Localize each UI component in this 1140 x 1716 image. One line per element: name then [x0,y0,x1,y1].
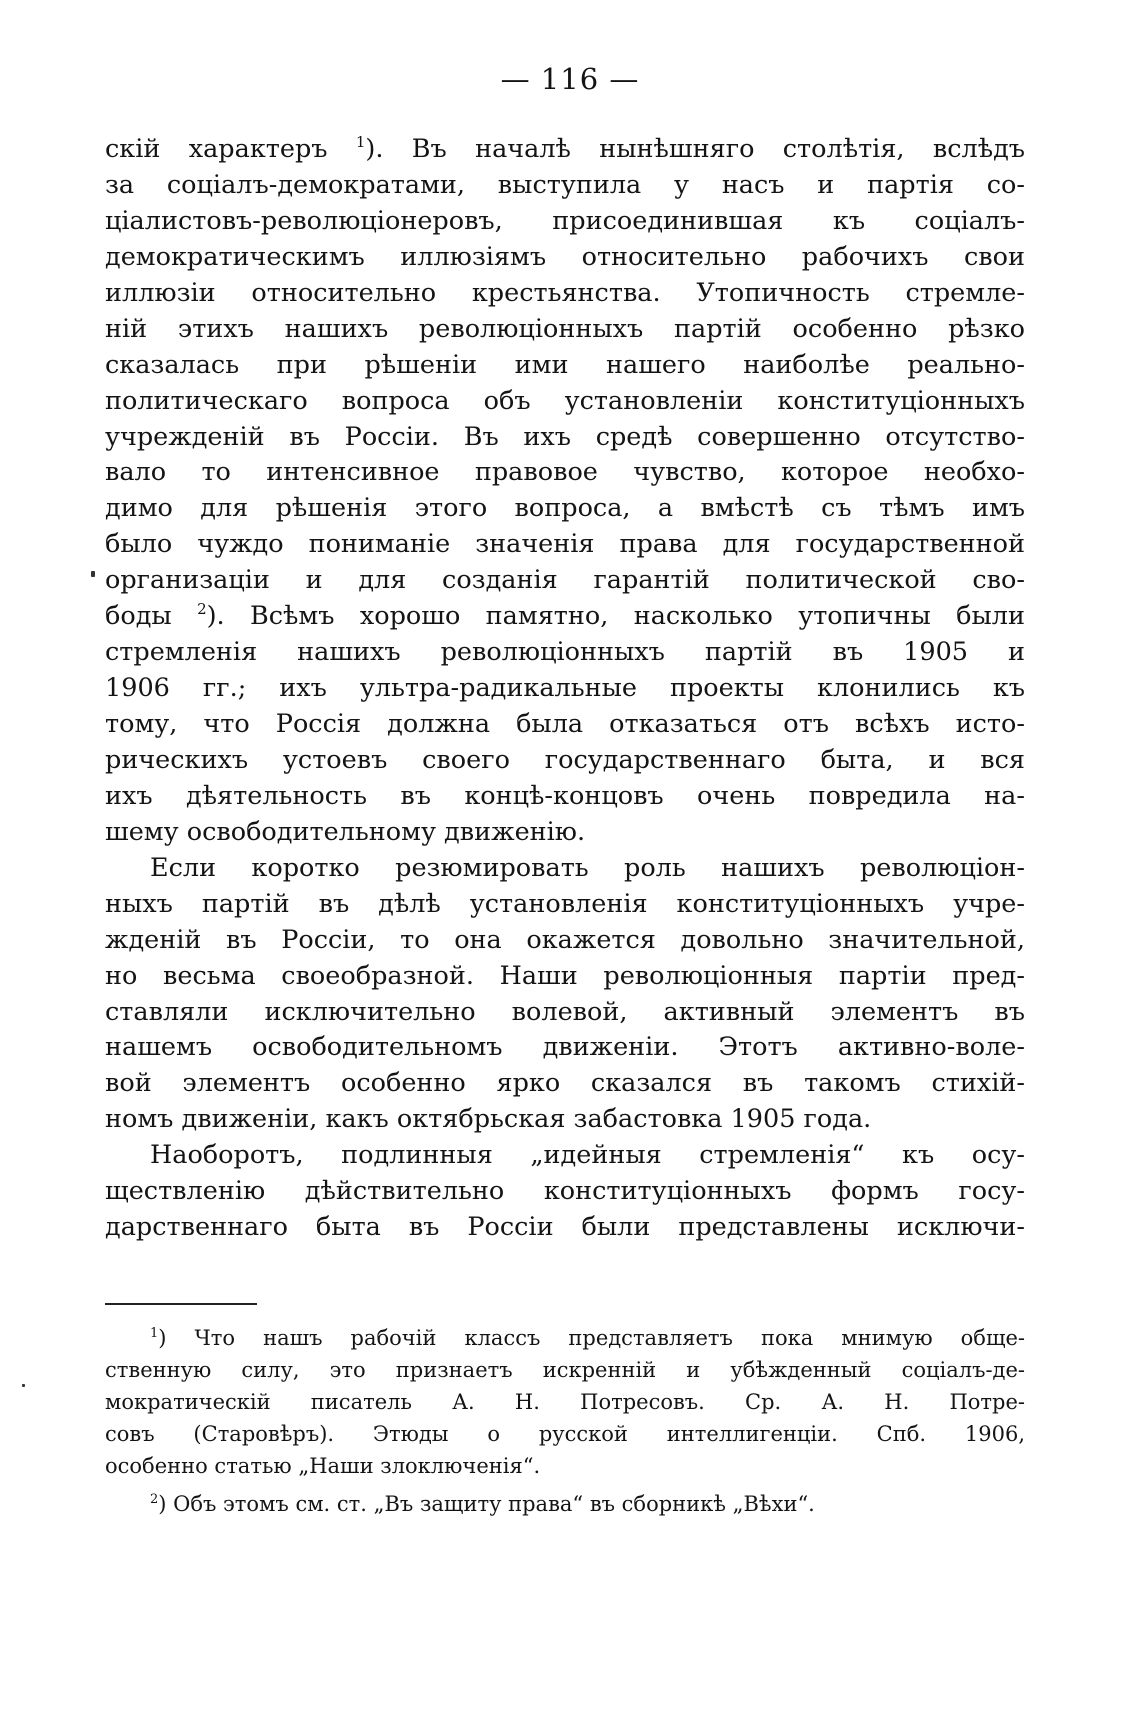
text-line: тому, что Россія должна была отказаться отъ всѣхъ исто- [105,709,1025,739]
text-line: нашемъ освободительномъ движеніи. Этотъ активно-воле- [105,1032,1025,1063]
text-line: ныхъ партій въ дѣлѣ установленія конституціонныхъ учре- [105,888,1025,919]
text-line: сказалась при рѣшеніи ими нашего наиболѣе реально- [105,349,1025,380]
margin-mark [22,1384,25,1387]
text-line: учрежденій въ Россіи. Въ ихъ средѣ совершенно отсутство- [105,421,1025,452]
text-line: политическаго вопроса объ установленіи конституціонныхъ [105,385,1025,416]
text-line: димо для рѣшенія этого вопроса, а вмѣстѣ съ тѣмъ имъ [105,493,1025,524]
text-line: вой элементъ особенно ярко сказался въ такомъ стихій- [105,1068,1025,1099]
text-line: шему освободительному движенію. [105,816,586,847]
margin-mark [91,571,95,577]
text-line: Если коротко резюмировать роль нашихъ революціон- [150,852,1025,883]
footnote-line: мократическій писатель А. Н. Потресовъ. Ср. А. Н. Потре- [105,1390,1025,1414]
footnotes [105,1322,1025,1520]
text-line: ихъ дѣятельность въ концѣ-концовъ очень повредила на- [105,780,1025,811]
text-line: дарственнаго быта въ Россіи были представлены исключи- [105,1212,1025,1243]
text-line: организаціи и для созданія гарантій политической сво- [105,565,1025,596]
footnote-2 [105,1488,1025,1520]
footnote-1 [105,1322,1025,1482]
text-line: боды $^2$). Всѣмъ хорошо памятно, насколько утопичны были [105,600,1025,632]
text-line: демократическимъ иллюзіямъ относительно рабочихъ свои [105,241,1025,272]
text-line: стремленія нашихъ революціонныхъ партій въ 1905 и [105,637,1025,668]
text-line: ній этихъ нашихъ революціонныхъ партій особенно рѣзко [105,313,1025,344]
footnote-line: $^1$) Что нашъ рабочій классъ представляетъ пока мнимую обще- [150,1326,1025,1350]
text-line: ществленію дѣйствительно конституціонныхъ формъ госу- [105,1176,1025,1207]
text-line: 1906 гг.; ихъ ультра-радикальные проекты клонились къ [105,673,1025,704]
footnote-line: $^2$) Объ этомъ см. ст. „Въ защиту права“ въ сборникѣ „Вѣхи“. [150,1492,815,1516]
text-line: ціалистовъ-революціонеровъ, присоединившая къ соціалъ- [105,205,1025,236]
text-line: рическихъ устоевъ своего государственнаго быта, и вся [105,744,1025,775]
footnote-marker: 2 [150,1492,159,1507]
footnote-line: ственную силу, это признаетъ искренній и убѣжденный соціалъ-де- [105,1358,1025,1382]
footnote-line: совъ (Старовѣръ). Этюды о русской интеллигенціи. Спб. 1906, [105,1422,1025,1446]
text-line: но весьма своеобразной. Наши революціонныя партіи пред- [105,960,1025,991]
footnote-ref: 2 [197,600,207,619]
footnote-divider [105,1303,257,1305]
text-line: было чуждо пониманіе значенія права для государственной [105,529,1025,560]
text-line: скій характеръ $^1$). Въ началѣ нынѣшняго столѣтія, вслѣдъ [105,133,1026,164]
body-text [105,132,1025,1246]
text-line: номъ движеніи, какъ октябрьская забастовка 1905 года. [105,1104,872,1135]
text-line: Наоборотъ, подлинныя „идейныя стремленія“ къ осу- [150,1140,1025,1171]
text-line: ставляли исключительно волевой, активный элементъ въ [105,996,1025,1027]
text-line: вало то интенсивное правовое чувство, которое необхо- [105,457,1025,488]
text-line: иллюзіи относительно крестьянства. Утопичность стремле- [105,277,1025,308]
footnote-line: особенно статью „Наши злоключенія“. [105,1454,541,1478]
footnote-marker: 1 [150,1326,159,1341]
text-line: за соціалъ-демократами, выступила у насъ и партія со- [105,169,1025,200]
page-number: — 116 — [500,62,640,96]
footnote-ref: 1 [355,133,366,151]
text-line: жденій въ Россіи, то она окажется довольно значительной, [105,924,1025,955]
